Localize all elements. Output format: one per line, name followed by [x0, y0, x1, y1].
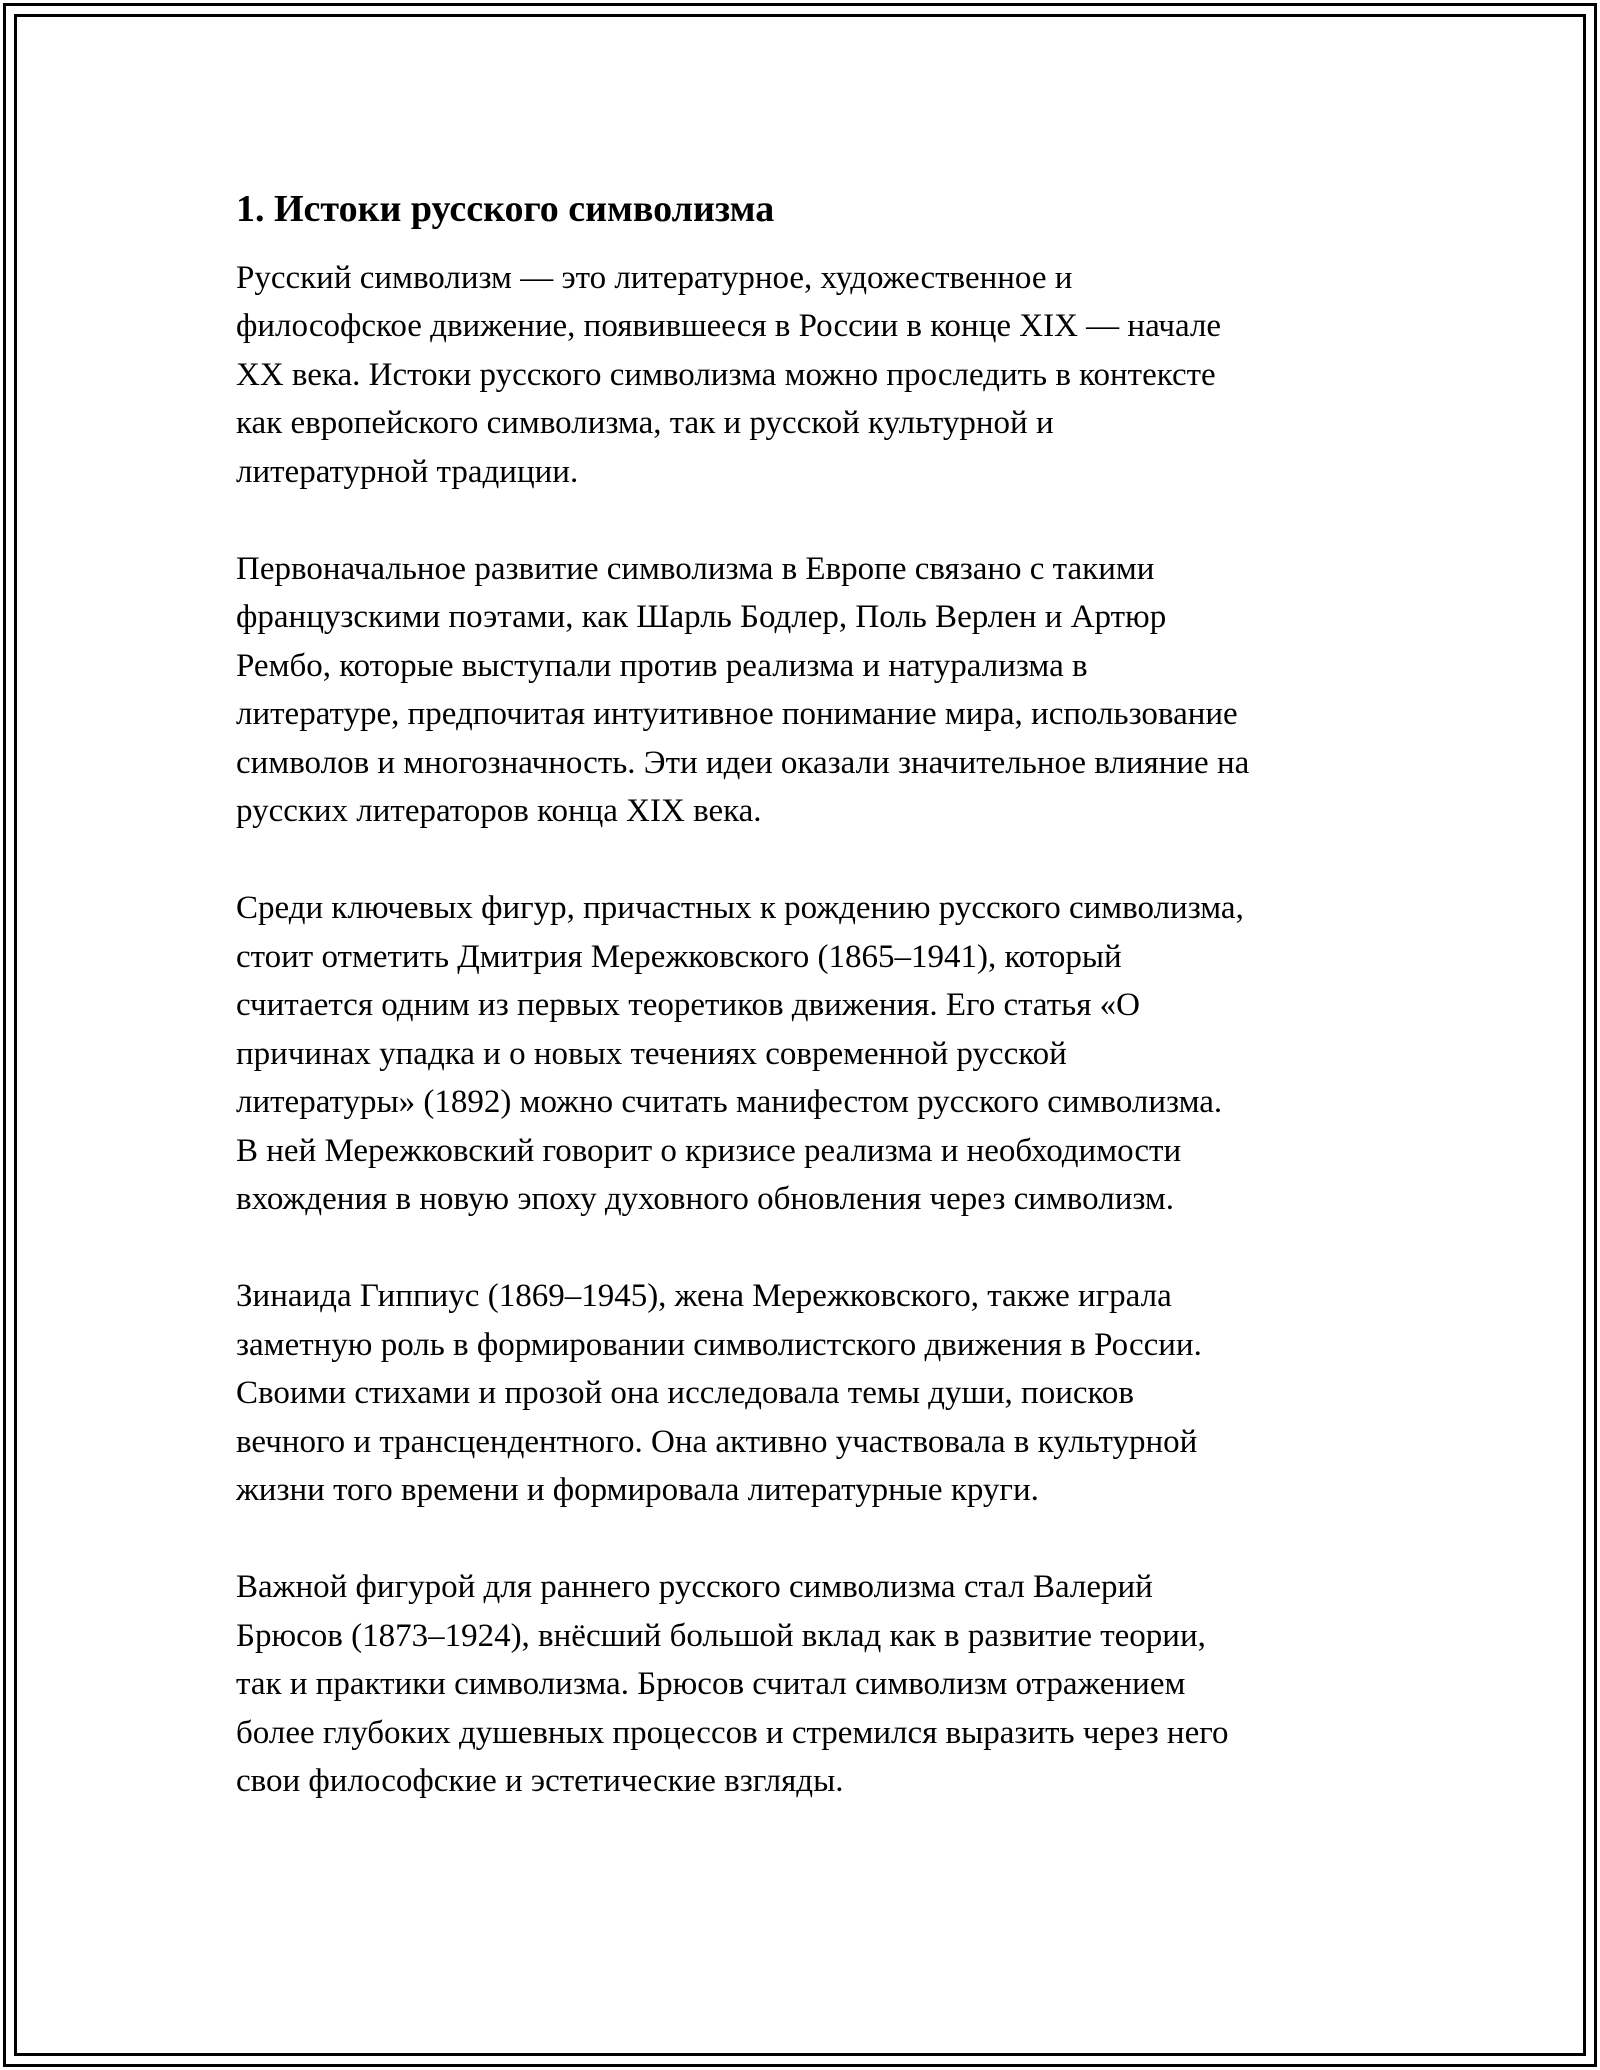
text-line: русских литераторов конца XIX века. — [236, 793, 762, 830]
text-line: Первоначальное развитие символизма в Европе связано с такими — [236, 551, 1155, 588]
text-line: В ней Мережковский говорит о кризисе реализма и необходимости — [236, 1132, 1182, 1169]
text-line: Брюсов (1873–1924), внёсший большой вклад как в развитие теории, — [236, 1617, 1206, 1654]
text-line: стоит отметить Дмитрия Мережковского (1865–1941), который — [236, 938, 1122, 975]
text-line: Зинаида Гиппиус (1869–1945), жена Мережковского, также играла — [236, 1278, 1172, 1315]
text-line: философское движение, появившееся в России в конце XIX — начале — [236, 308, 1222, 345]
text-line: так и практики символизма. Брюсов считал символизм отражением — [236, 1666, 1186, 1703]
paragraph-merezhkovsky — [236, 884, 1386, 1223]
document-body — [236, 186, 1386, 1854]
paragraph-european-origins — [236, 545, 1386, 835]
paragraph-bryusov — [236, 1563, 1386, 1805]
text-line: вхождения в новую эпоху духовного обновления через символизм. — [236, 1180, 1175, 1217]
text-line: литературе, предпочитая интуитивное понимание мира, использование — [236, 696, 1238, 733]
text-line: символов и многозначность. Эти идеи оказали значительное влияние на — [236, 744, 1250, 781]
text-line: свои философские и эстетические взгляды. — [236, 1762, 844, 1799]
text-line: Среди ключевых фигур, причастных к рождению русского символизма, — [236, 890, 1244, 927]
text-line: заметную роль в формировании символистского движения в России. — [236, 1326, 1202, 1363]
paragraph-gippius — [236, 1272, 1386, 1514]
text-line: считается одним из первых теоретиков движения. Его статья «О — [236, 987, 1140, 1024]
text-line: Важной фигурой для раннего русского символизма стал Валерий — [236, 1569, 1153, 1606]
text-line: Своими стихами и прозой она исследовала темы души, поисков — [236, 1375, 1134, 1412]
text-line: Русский символизм — это литературное, художественное и — [236, 260, 1073, 296]
text-line: литературной традиции. — [236, 453, 579, 490]
text-line: жизни того времени и формировала литературные круги. — [236, 1471, 1039, 1508]
text-line: литературы» (1892) можно считать манифестом русского символизма. — [236, 1084, 1223, 1121]
text-line: как европейского символизма, так и русской культурной и — [236, 405, 1054, 442]
text-line: вечного и трансцендентного. Она активно участвовала в культурной — [236, 1423, 1198, 1460]
text-line: Рембо, которые выступали против реализма и натурализма в — [236, 647, 1088, 684]
text-line: более глубоких душевных процессов и стремился выразить через него — [236, 1714, 1229, 1751]
text-line: французскими поэтами, как Шарль Бодлер, Поль Верлен и Артюр — [236, 599, 1167, 636]
text-line: XX века. Истоки русского символизма можно проследить в контексте — [236, 356, 1216, 393]
paragraph-intro — [236, 254, 1386, 496]
text-line: причинах упадка и о новых течениях современной русской — [236, 1035, 1067, 1072]
section-heading: 1. Истоки русского символизма — [236, 188, 775, 230]
